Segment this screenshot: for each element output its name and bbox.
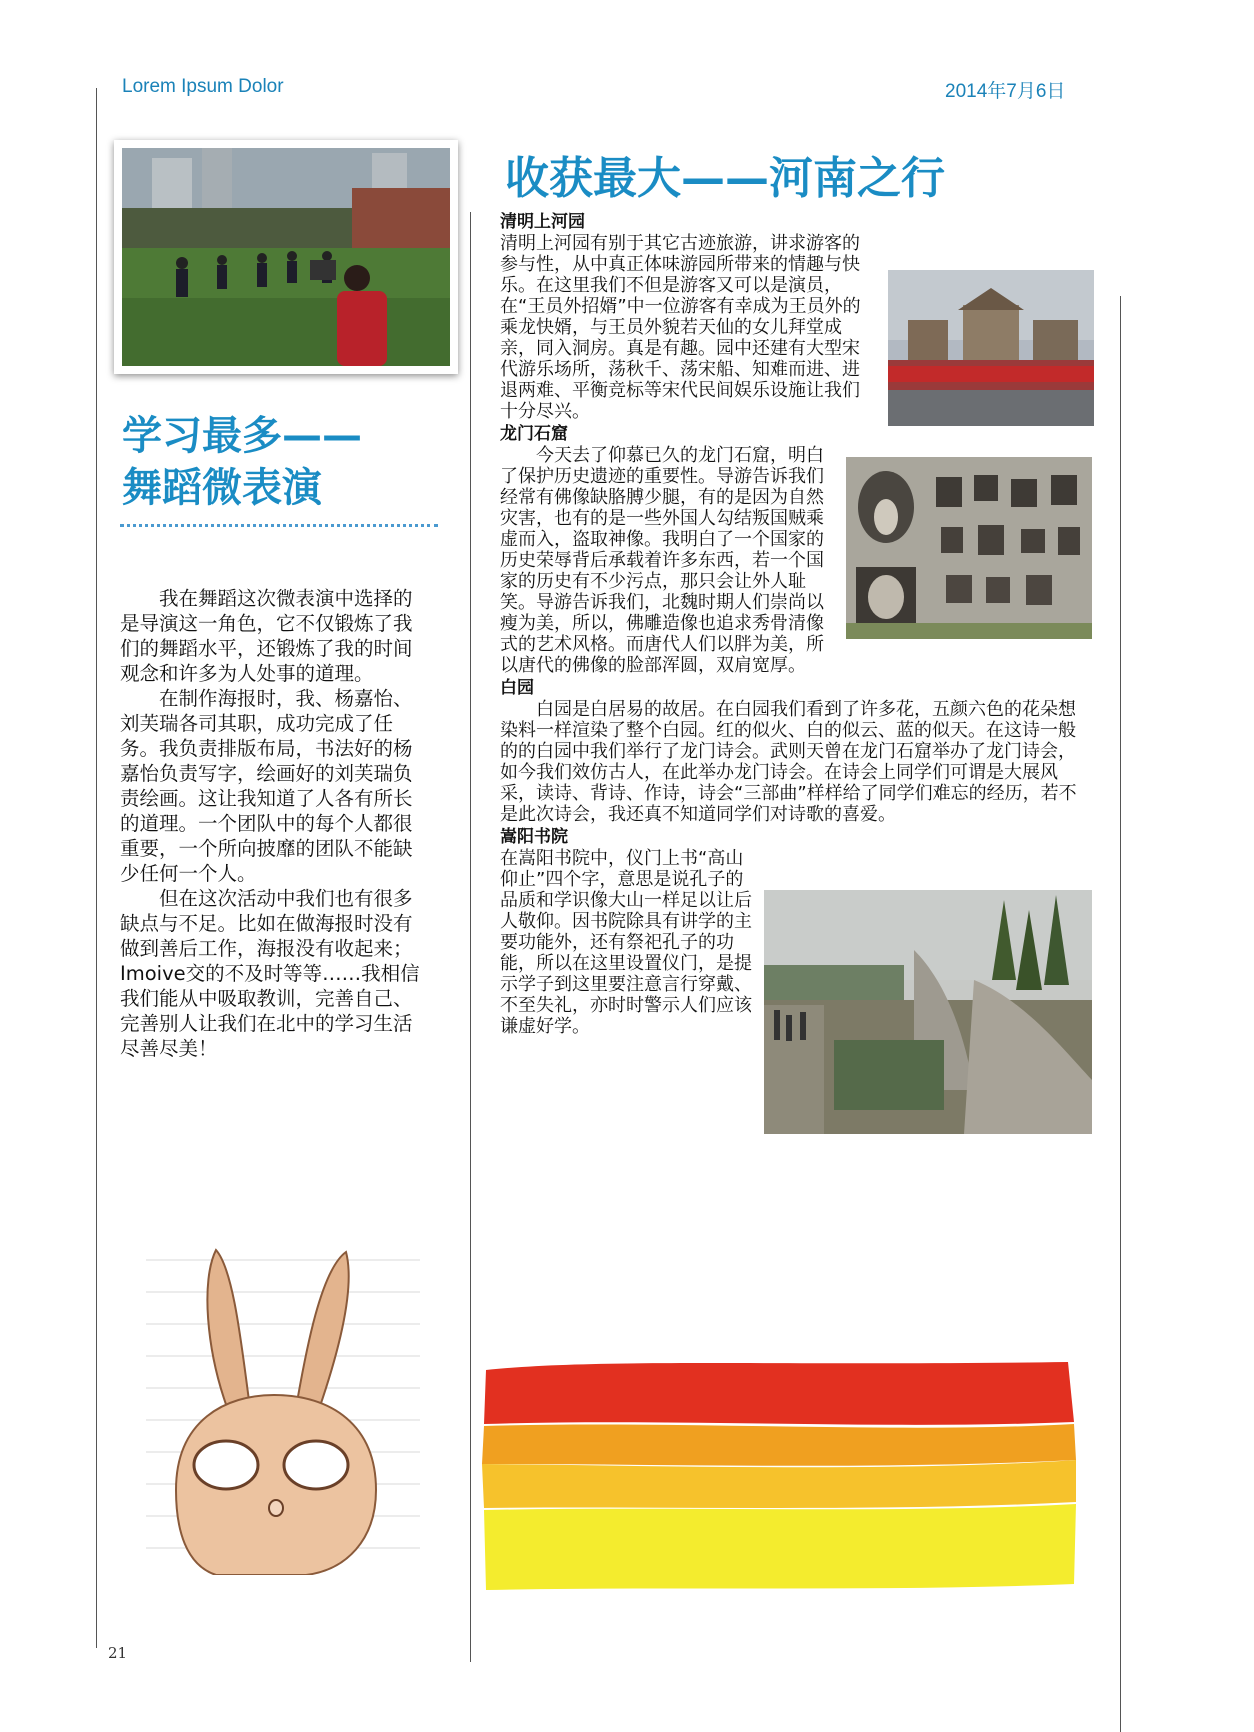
- watercolor-stripes: [478, 1352, 1082, 1602]
- watercolor-image: [478, 1352, 1082, 1602]
- section-heading-longmen: 龙门石窟: [500, 424, 568, 444]
- page-number: 21: [108, 1644, 128, 1662]
- left-margin-rule: [96, 88, 97, 1648]
- left-article-body: [120, 586, 422, 1061]
- songyang-academy-image: [764, 890, 1092, 1134]
- left-title-line-2: 舞蹈微表演: [122, 465, 322, 511]
- section-baiyuan: [500, 678, 1092, 825]
- section-text-longmen: 今天去了仰慕已久的龙门石窟，明白了保护历史遗迹的重要性。导游告诉我们经常有佛像缺胳膊少腿，有的是因为自然灾害，也有的是一些外国人勾结叛国贼乘虚而入，盗取神像。我明白了一个国家的历史荣辱背后承载着许多东西，若一个国家的历史有不少污点，那只会让外人耻笑。导游告诉我们，北魏时期人们崇尚以瘦为美，所以，佛雕造像也追求秀骨清像式的艺术风格。而唐代人们以胖为美，所以唐代的佛像的脸部浑圆，双肩宽厚。: [500, 445, 824, 676]
- longmen-grottoes-image: [846, 457, 1092, 639]
- section-heading-qingming: 清明上河园: [500, 212, 585, 232]
- column-divider: [470, 212, 471, 1662]
- qingming-photo: [888, 270, 1094, 426]
- section-songyang: [500, 827, 1092, 1037]
- section-qingming: [500, 212, 870, 422]
- right-article-title: 收获最大——河南之行: [505, 153, 945, 204]
- qingming-group-image: [888, 270, 1094, 426]
- dotted-divider: [120, 524, 438, 527]
- left-paragraph-1: 我在舞蹈这次微表演中选择的是导演这一角色，它不仅锻炼了我们的舞蹈水平，还锻炼了我的时间观念和许多为人处事的道理。: [120, 587, 413, 685]
- dance-photo: [114, 140, 458, 374]
- section-heading-baiyuan: 白园: [500, 678, 534, 698]
- section-text-qingming: 清明上河园有别于其它古迹旅游，讲求游客的参与性，从中真正体味游园所带来的情趣与快乐。在这里我们不但是游客又可以是演员，在“王员外招婿”中一位游客有幸成为王员外的乘龙快婿，与王员外貌若天仙的女儿拜堂成亲，同入洞房。真是有趣。园中还建有大型宋代游乐场所，荡秋千、荡宋船、知难而进、进退两难、平衡竞标等宋代民间娱乐设施让我们十分尽兴。: [500, 233, 861, 422]
- left-paragraph-2: 在制作海报时，我、杨嘉怡、刘芙瑞各司其职，成功完成了任务。我负责排版布局，书法好的杨嘉怡负责写字，绘画好的刘芙瑞负责绘画。这让我知道了人各有所长的道理。一个团队中的每个人都很重要，一个所向披靡的团队不能缺少任何一个人。: [120, 687, 413, 885]
- bunny-illustration: [146, 1240, 420, 1575]
- bunny-drawing: [146, 1240, 420, 1575]
- left-title-line-1: 学习最多——: [122, 413, 362, 459]
- header-title: Lorem Ipsum Dolor: [122, 76, 284, 97]
- section-text-baiyuan: 白园是白居易的故居。在白园我们看到了许多花，五颜六色的花朵想染料一样渲染了整个白园。红的似火、白的似云、蓝的似天。在这诗一般的的白园中我们举行了龙门诗会。武则天曾在龙门石窟举办了龙门诗会，如今我们效仿古人，在此举办龙门诗会。在诗会上同学们可谓是大展风采，读诗、背诗、作诗，诗会“三部曲”样样给了同学们难忘的经历，若不是此次诗会，我还真不知道同学们对诗歌的喜爱。: [500, 699, 1077, 825]
- longmen-photo: [846, 457, 1092, 639]
- header-date: 2014年7月6日: [945, 81, 1066, 102]
- dance-photo-image: [122, 148, 450, 366]
- left-paragraph-3: 但在这次活动中我们也有很多缺点与不足。比如在做海报时没有做到善后工作，海报没有收起来；Imoive交的不及时等等……我相信我们能从中吸取教训，完善自己、完善别人让我们在北中的学习生活尽善尽美！: [120, 887, 420, 1060]
- section-longmen: [500, 424, 1092, 676]
- left-article-title: [122, 410, 452, 514]
- songyang-photo: [764, 890, 1092, 1134]
- section-text-songyang: 在嵩阳书院中，仪门上书“高山仰止”四个字，意思是说孔子的品质和学识像大山一样足以让后人敬仰。因书院除具有讲学的主要功能外，还有祭祀孔子的功能，所以在这里设置仪门，是提示学子到这里要注意言行穿戴、不至失礼，亦时时警示人们应该谦虚好学。: [500, 848, 752, 1037]
- right-margin-rule: [1120, 296, 1121, 1732]
- section-heading-songyang: 嵩阳书院: [500, 827, 568, 847]
